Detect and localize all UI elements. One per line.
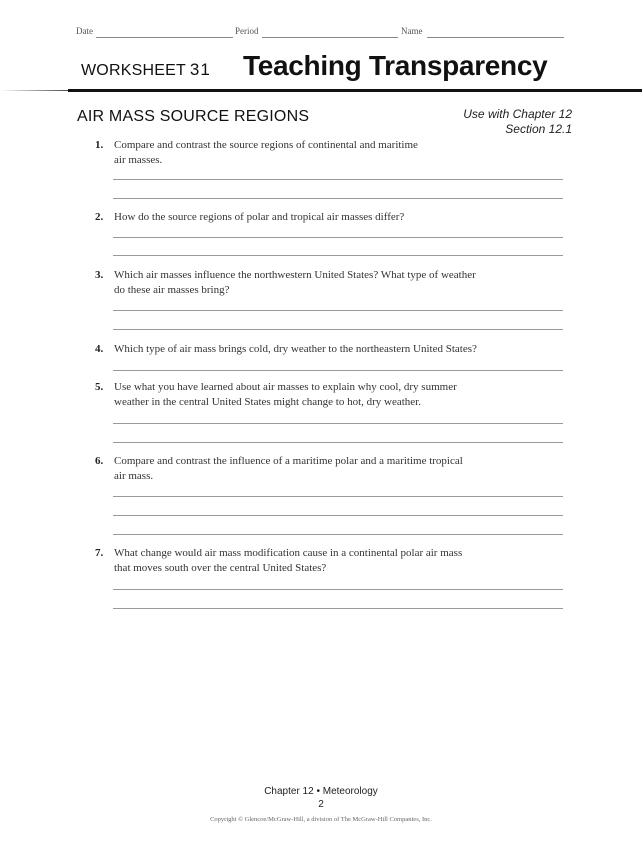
worksheet-number: 31 bbox=[189, 60, 211, 79]
answer-line[interactable] bbox=[113, 255, 563, 256]
title-rule bbox=[68, 89, 642, 92]
question-number: 3. bbox=[95, 269, 104, 281]
page-number: 2 bbox=[318, 799, 324, 810]
question-number: 5. bbox=[95, 381, 104, 393]
answer-line[interactable] bbox=[113, 608, 563, 609]
answer-line[interactable] bbox=[113, 237, 563, 238]
answer-line[interactable] bbox=[113, 198, 563, 199]
question-text bbox=[114, 210, 514, 225]
question-text-line: Compare and contrast the influence of a maritime polar and a maritime tropical bbox=[114, 455, 463, 467]
question-text-line: do these air masses bring? bbox=[114, 284, 230, 296]
question-text bbox=[114, 546, 514, 576]
question-number: 7. bbox=[95, 547, 104, 559]
question-text-line: Use what you have learned about air masses to explain why cool, dry summer bbox=[114, 381, 457, 393]
question-text bbox=[114, 380, 514, 410]
question-text bbox=[114, 268, 514, 298]
answer-line[interactable] bbox=[113, 370, 563, 371]
question-text-line: Which air masses influence the northwestern United States? What type of weather bbox=[114, 269, 476, 281]
answer-line[interactable] bbox=[113, 442, 563, 443]
answer-line[interactable] bbox=[113, 423, 563, 424]
answer-line[interactable] bbox=[113, 329, 563, 330]
worksheet-word: WORKSHEET bbox=[81, 62, 186, 79]
question-text-line: air masses. bbox=[114, 154, 163, 166]
period-label: Period bbox=[235, 26, 259, 36]
answer-line[interactable] bbox=[113, 310, 563, 311]
footer-chapter: Chapter 12 • Meteorology bbox=[264, 786, 378, 797]
use-with-note bbox=[463, 107, 572, 137]
question-text bbox=[114, 138, 514, 168]
question-text-line: Which type of air mass brings cold, dry weather to the northeastern United States? bbox=[114, 343, 477, 355]
date-field[interactable] bbox=[96, 37, 233, 38]
question-text-line: What change would air mass modification cause in a continental polar air mass bbox=[114, 547, 463, 559]
date-label: Date bbox=[76, 26, 93, 36]
answer-line[interactable] bbox=[113, 496, 563, 497]
question-number: 2. bbox=[95, 211, 104, 223]
name-label: Name bbox=[401, 26, 423, 36]
question-text-line: Compare and contrast the source regions of continental and maritime bbox=[114, 139, 418, 151]
copyright-notice: Copyright © Glencoe/McGraw-Hill, a division of The McGraw-Hill Companies, Inc. bbox=[210, 816, 432, 823]
answer-line[interactable] bbox=[113, 589, 563, 590]
use-with-chapter: Use with Chapter 12 bbox=[463, 107, 572, 121]
question-text-line: How do the source regions of polar and tropical air masses differ? bbox=[114, 211, 405, 223]
name-field[interactable] bbox=[427, 37, 564, 38]
worksheet-label bbox=[81, 60, 211, 80]
title-rule-fade bbox=[0, 90, 70, 91]
question-text bbox=[114, 342, 514, 357]
answer-line[interactable] bbox=[113, 534, 563, 535]
period-field[interactable] bbox=[262, 37, 398, 38]
use-with-section: Section 12.1 bbox=[505, 122, 572, 136]
question-number: 1. bbox=[95, 139, 104, 151]
question-text-line: air mass. bbox=[114, 470, 154, 482]
answer-line[interactable] bbox=[113, 515, 563, 516]
question-text-line: weather in the central United States might change to hot, dry weather. bbox=[114, 396, 421, 408]
question-text-line: that moves south over the central United States? bbox=[114, 562, 327, 574]
question-number: 6. bbox=[95, 455, 104, 467]
answer-line[interactable] bbox=[113, 179, 563, 180]
question-number: 4. bbox=[95, 343, 104, 355]
question-text bbox=[114, 454, 514, 484]
page-title: Teaching Transparency bbox=[243, 50, 548, 81]
section-title: AIR MASS SOURCE REGIONS bbox=[77, 108, 310, 125]
